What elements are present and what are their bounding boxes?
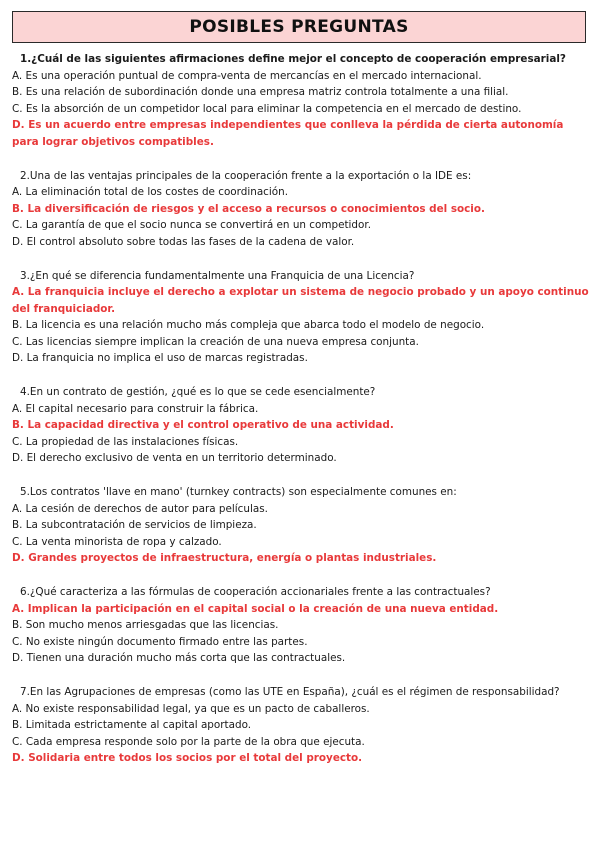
question-stem: 5.Los contratos 'llave en mano' (turnkey contracts) son especialmente comunes en: xyxy=(20,486,457,498)
option-c: C. Es la absorción de un competidor local para eliminar la competencia en el mercado de destino. xyxy=(12,102,522,115)
option-a: A. Es una operación puntual de compra-venta de mercancías en el mercado internacional. xyxy=(12,69,482,82)
option-a-correct: A. La franquicia incluye el derecho a explotar un sistema de negocio probado y un apoyo continuo del franquiciador. xyxy=(12,286,589,315)
question-stem: 1.¿Cuál de las siguientes afirmaciones define mejor el concepto de cooperación empresarial? xyxy=(20,53,566,65)
question-stem: 2.Una de las ventajas principales de la cooperación frente a la exportación o la IDE es: xyxy=(20,169,472,182)
question-stem: 7.En las Agrupaciones de empresas (como las UTE en España), ¿cuál es el régimen de responsabilidad? xyxy=(20,686,560,698)
question-4 xyxy=(12,384,590,467)
option-c: C. Las licencias siempre implican la creación de una nueva empresa conjunta. xyxy=(12,335,419,348)
question-2 xyxy=(12,168,590,251)
option-d-correct: D. Es un acuerdo entre empresas independientes que conlleva la pérdida de cierta autonomía para lograr objetivos compatibles. xyxy=(12,119,564,148)
option-c: C. La garantía de que el socio nunca se convertirá en un competidor. xyxy=(12,219,372,231)
option-a: A. El capital necesario para construir la fábrica. xyxy=(12,402,259,415)
option-a: A. La cesión de derechos de autor para películas. xyxy=(12,502,268,515)
question-5 xyxy=(12,484,590,567)
question-7 xyxy=(12,684,590,767)
option-b-correct: B. La capacidad directiva y el control operativo de una actividad. xyxy=(12,419,394,431)
option-d: D. Tienen una duración mucho más corta que las contractuales. xyxy=(12,652,346,664)
option-b: B. Son mucho menos arriesgadas que las licencias. xyxy=(12,619,279,631)
page-title: POSIBLES PREGUNTAS xyxy=(189,17,409,37)
option-c: C. Cada empresa responde solo por la parte de la obra que ejecuta. xyxy=(12,735,365,748)
option-c: C. La propiedad de las instalaciones físicas. xyxy=(12,435,239,448)
option-b: B. Limitada estrictamente al capital aportado. xyxy=(12,719,252,731)
option-d: D. El control absoluto sobre todas las fases de la cadena de valor. xyxy=(12,235,355,248)
option-a-correct: A. Implican la participación en el capital social o la creación de una nueva entidad. xyxy=(12,602,499,615)
questions-list xyxy=(12,51,590,784)
option-a: A. No existe responsabilidad legal, ya que es un pacto de caballeros. xyxy=(12,702,370,715)
question-stem: 4.En un contrato de gestión, ¿qué es lo que se cede esencialmente? xyxy=(20,386,376,398)
question-6 xyxy=(12,584,590,667)
option-a: A. La eliminación total de los costes de coordinación. xyxy=(12,186,289,198)
option-c: C. La venta minorista de ropa y calzado. xyxy=(12,535,222,548)
option-d: D. El derecho exclusivo de venta en un territorio determinado. xyxy=(12,452,337,464)
option-b: B. La subcontratación de servicios de limpieza. xyxy=(12,519,257,531)
option-d: D. La franquicia no implica el uso de marcas registradas. xyxy=(12,352,308,364)
option-b: B. La licencia es una relación mucho más compleja que abarca todo el modelo de negocio. xyxy=(12,319,485,331)
title-box xyxy=(12,11,586,43)
option-b: B. Es una relación de subordinación donde una empresa matriz controla totalmente a una filial. xyxy=(12,86,509,98)
question-stem: 3.¿En qué se diferencia fundamentalmente una Franquicia de una Licencia? xyxy=(20,269,415,282)
option-d-correct: D. Grandes proyectos de infraestructura, energía o plantas industriales. xyxy=(12,552,437,564)
option-b-correct: B. La diversificación de riesgos y el acceso a recursos o conocimientos del socio. xyxy=(12,202,485,215)
question-3 xyxy=(12,268,590,367)
option-c: C. No existe ningún documento firmado entre las partes. xyxy=(12,635,308,648)
question-1 xyxy=(12,51,590,150)
question-stem: 6.¿Qué caracteriza a las fórmulas de cooperación accionariales frente a las contractuales? xyxy=(20,586,491,598)
option-d-correct: D. Solidaria entre todos los socios por el total del proyecto. xyxy=(12,752,363,764)
